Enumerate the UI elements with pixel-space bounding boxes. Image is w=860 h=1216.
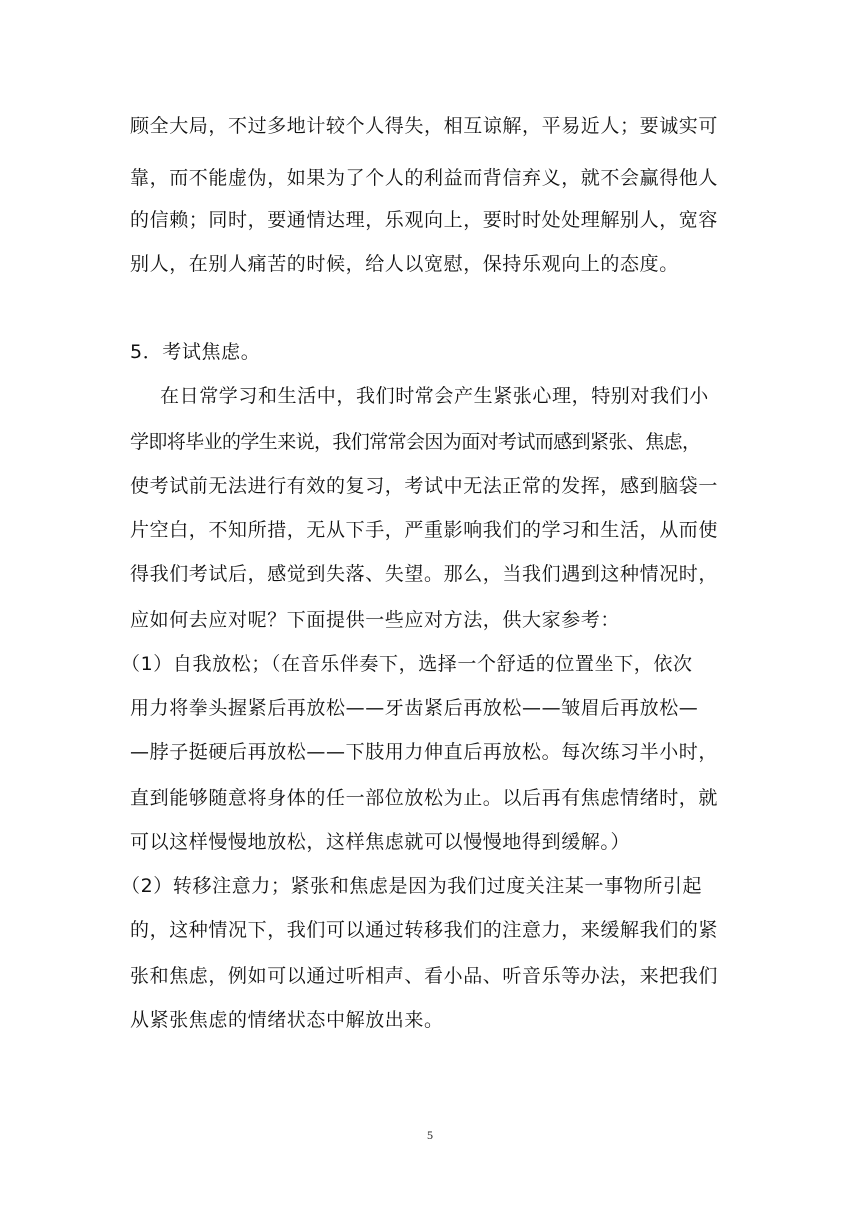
list-item-2-line: 张和焦虑，例如可以通过听相声、看小品、听音乐等办法，来把我们	[130, 965, 719, 987]
list-item-1-line: —脖子挺硬后再放松——下肢用力伸直后再放松。每次练习半小时，	[130, 741, 719, 763]
list-item-1-line: 可以这样慢慢地放松，这样焦虑就可以慢慢地得到缓解。）	[130, 831, 631, 853]
paragraph-2-line: 应如何去应对呢？下面提供一些应对方法，供大家参考：	[130, 609, 621, 631]
list-item-2-line: 从紧张焦虑的情绪状态中解放出来。	[130, 1009, 444, 1031]
paragraph-1-line: 别人，在别人痛苦的时候，给人以宽慰，保持乐观向上的态度。	[130, 253, 679, 275]
page-number: 5	[427, 1128, 433, 1142]
list-item-2-line: 的，这种情况下，我们可以通过转移我们的注意力，来缓解我们的紧	[130, 919, 719, 941]
list-item-2-line: （2）转移注意力；紧张和焦虑是因为我们过度关注某一事物所引起	[121, 875, 703, 897]
section-heading: 5．考试焦虑。	[130, 341, 261, 363]
list-item-1-line: 用力将拳头握紧后再放松——牙齿紧后再放松——皱眉后再放松—	[130, 697, 699, 719]
paragraph-2-line: 片空白，不知所措，无从下手，严重影响我们的学习和生活，从而使	[130, 519, 719, 541]
paragraph-2-line: 在日常学习和生活中，我们时常会产生紧张心理，特别对我们小	[160, 385, 709, 407]
paragraph-2-line: 得我们考试后，感觉到失落、失望。那么，当我们遇到这种情况时，	[130, 563, 719, 585]
paragraph-2-line: 学即将毕业的学生来说，我们常常会因为面对考试而感到紧张、焦虑，	[130, 431, 701, 453]
list-item-1-line: （1）自我放松；（在音乐伴奏下，选择一个舒适的位置坐下，依次	[121, 653, 693, 675]
list-item-1-line: 直到能够随意将身体的任一部位放松为止。以后再有焦虑情绪时，就	[130, 787, 719, 809]
paragraph-2-line: 使考试前无法进行有效的复习，考试中无法正常的发挥，感到脑袋一	[130, 475, 719, 497]
paragraph-1-line: 靠，而不能虚伪，如果为了个人的利益而背信弃义，就不会赢得他人	[130, 167, 719, 189]
paragraph-1-line: 的信赖；同时，要通情达理，乐观向上，要时时处处理解别人，宽容	[130, 209, 719, 231]
paragraph-1-line: 顾全大局，不过多地计较个人得失，相互谅解，平易近人；要诚实可	[130, 115, 719, 137]
